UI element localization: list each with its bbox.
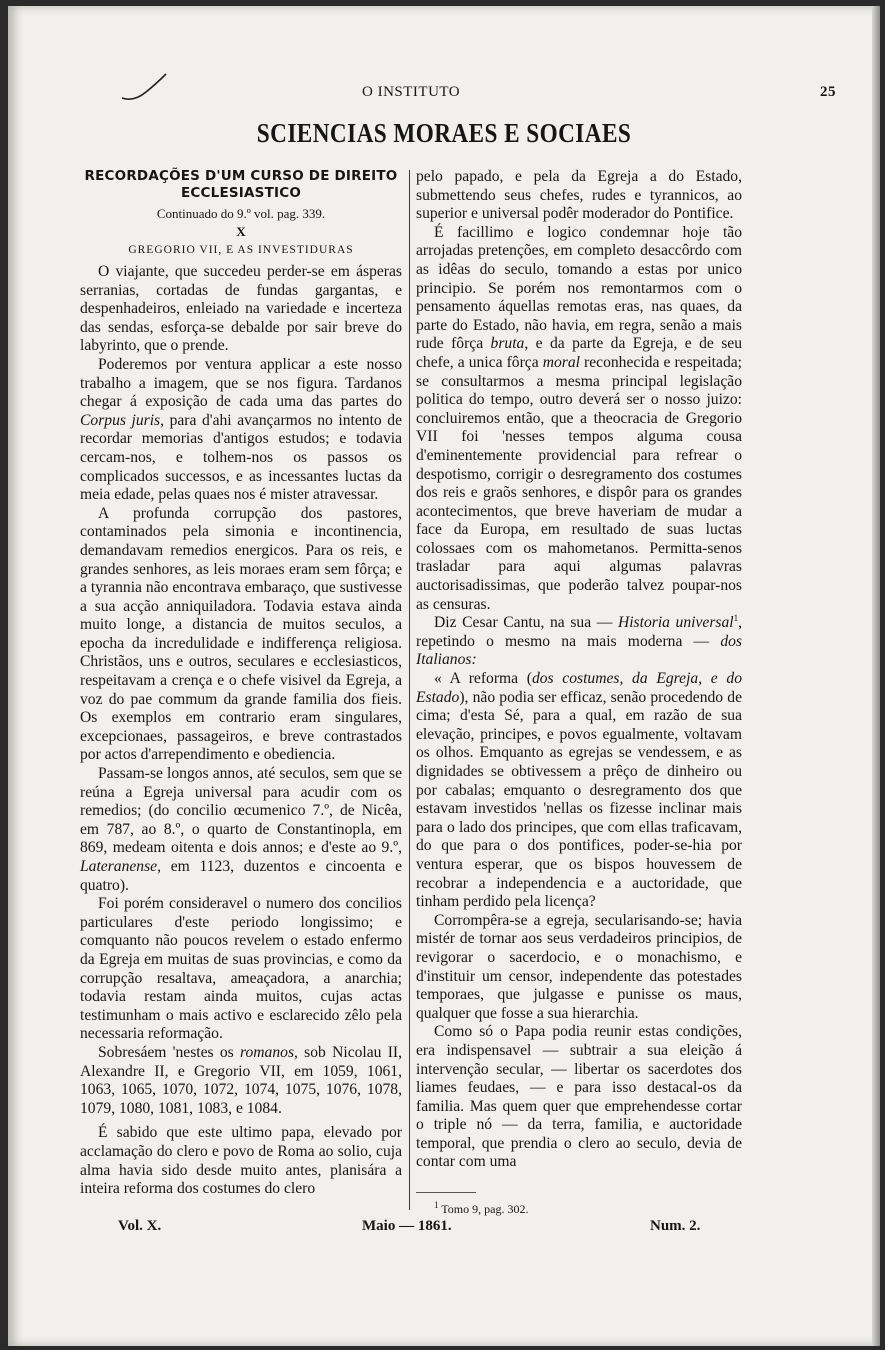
footnote-marker: 1: [434, 1200, 439, 1210]
page: [8, 6, 880, 1346]
footnote-separator: [416, 1192, 476, 1193]
journal-name: O INSTITUTO: [362, 84, 461, 100]
paragraph: Sobresáem 'nestes os romanos, sob Nicolau II, Alexandre II, e Gregorio VII, em 1059, 1061, 1063, 1065, 1070, 1072, 1074, 1075, 1076, 1078, 1079, 1080, 1081, 1083, e 1084.: [80, 1043, 403, 1117]
paragraph: O viajante, que succedeu perder-se em ásperas serranias, cortadas de fundas gargantas, e despenhadeiros, enleiado na variedade e incerteza das sendas, esforça-se debalde por sair breve do labyrinto, que o prende.: [80, 263, 402, 355]
paragraph: Corrompêra-se a egreja, secularisando-se; havia mistér de tornar aos seus verdadeiros principios, de revigorar o sacerdocio, e o monachismo, e d'instituir um censor, independente das potestades temporaes, que julgasse e punisse os maus, qualquer que fosse a sua hierarchia.: [416, 911, 742, 1022]
footnote: [434, 1202, 528, 1217]
paragraph: Poderemos por ventura applicar a este nosso trabalho a imagem, que se nos figura. Tardanos chegar á exposição de cada uma das partes do Corpus juris, para d'ahi avançarmos no intento de recordar memorias d'antigos estudos; e todavia cercam-nos, e tolhem-nos os passos os complicados successos, e as incessantes luctas da meia edade, pelas quaes nos é mister atravessar.: [80, 355, 402, 504]
running-head: [68, 84, 840, 104]
paragraph: A profunda corrupção dos pastores, contaminados pela simonia e incontinencia, demandavam remedios energicos. Para os reis, e grandes senhores, as leis moraes eram sem fôrça; e a tyrannia não encontrava embaraço, que sustivesse a sua acção anniquiladora. Todavia estava ainda muito longe, a distancia de muitos seculos, a epocha da incredulidade e indifferença religiosa. Christãos, uns e outros, seculares e ecclesiasticos, respeitavam a crença e o chefe visivel da Egreja, a voz do pae commum da grande familia dos fieis. Os exemplos em contrario eram singulares, excepcionaes, passageiros, e breve contrastados por actos d'arrependimento e obediencia.: [80, 504, 402, 764]
footnote-text: Tomo 9, pag. 302.: [441, 1202, 529, 1216]
page-footer: [118, 1218, 840, 1240]
article-title-line2: ECCLESIASTICO: [181, 185, 301, 201]
page-number: 25: [820, 84, 836, 100]
article-title-line1: RECORDAÇÕES D'UM CURSO DE DIREITO: [84, 168, 398, 184]
continuation-note: Continuado do 9.º vol. pag. 339.: [156, 206, 326, 221]
footer-number: Num. 2.: [650, 1218, 701, 1234]
paragraph: Foi porém consideravel o numero dos concilios particulares d'este periodo longissimo; e comquanto não poucos revelem o estado enfermo da Egreja em muitas de suas provincias, e como da corrupção resaltava, ameaçadora, a anarchia; todavia restam ainda muitos, cujas actas testimunham o mais activo e esclarecido zêlo pela necessaria reformação.: [80, 895, 402, 1043]
footer-date: Maio — 1861.: [362, 1218, 452, 1234]
paragraph: Como só o Papa podia reunir estas condições, era indispensavel — subtrair a sua eleição á intervenção secular, — libertar os sacerdotes dos liames feudaes, — e para isso destacal-os da familia. Mas quem quer que emprehendesse cortar o triple nó — da terra, familia, e auctoridade temporal, que prendia o clero ao seculo, devia de contar com uma: [416, 1023, 742, 1171]
article-title: [80, 168, 402, 202]
paragraph: pelo papado, e pela da Egreja a do Estado, submettendo seus chefes, rudes e tyrannicos, ao superior e universal podêr moderador do Pontifice.: [416, 168, 742, 223]
page-edge: [872, 6, 880, 1346]
chapter-title: GREGORIO VII, E AS INVESTIDURAS: [128, 244, 354, 256]
footer-volume: Vol. X.: [118, 1218, 162, 1234]
paragraph: Diz Cesar Cantu, na sua — Historia universal$^1$, repetindo o mesmo na mais moderna — dos Italianos:: [416, 613, 742, 669]
paragraph: É sabido que este ultimo papa, elevado por acclamação do clero e povo de Roma ao solio, cuja alma havia sido desde muito antes, planisára a inteira reforma dos costumes do clero: [80, 1124, 402, 1198]
section-title: SCIENCIAS MORAES E SOCIAES: [256, 118, 632, 148]
paragraph: Passam-se longos annos, até seculos, sem que se reúna a Egreja universal para acudir com os remedios; (do concilio œcumenico 7.º, de Nicêa, em 787, ao 8.º, o quarto de Constantinopla, em 869, medeam oitenta e dois annos; e d'este ao 9.º, Lateranense, em 1123, duzentos e cincoenta e quatro).: [80, 765, 402, 894]
paragraph: « A reforma (dos costumes, da Egreja, e do Estado), não podia ser efficaz, senão procedendo de cima; d'esta Sé, para a qual, em razão de sua elevação, principes, e povos egualmente, voltavam os olhos. Emquanto as egrejas se vendessem, e as dignidades se obtivessem a prêço de dinheiro ou por cabalas; emquanto o desregramento dos que estavam investidos 'nellas os fizesse inclinar mais para o lado dos principes, que com ellas traficavam, do que para o dos pontifices, poder-se-hia por ventura esperar, que os bispos houvessem de recobrar a independencia e a auctoridade, que tinham perdido pela licença?: [416, 670, 742, 911]
footnote-ref: 1: [733, 613, 739, 624]
left-column: [80, 168, 402, 1199]
column-rule: [409, 170, 410, 1210]
paragraph: É facillimo e logico condemnar hoje tão arrojadas pretenções, em completo desaccôrdo com as idêas do seculo, tomando a estas por unico principio. Se porém nos remontarmos com o pensamento áquellas remotas eras, nas quaes, da parte do Estado, não havia, em regra, senão a mais rude fôrça bruta, e da parte da Egreja, e de seu chefe, a unica fôrça moral reconhecida e respeitada; se consultarmos a mesma principal legislação politica do tempo, outro deverá ser o nosso juizo: concluiremos então, que a theocracia de Gregorio VII foi 'nesses tempos alguma cousa d'eminentemente providencial para refrear o despotismo, corrigir o desregramento dos costumes dos reis e graõs senhores, e dispôr para os grandes acontecimentos, que breve haveriam de mudar a face da Europa, em resultado de suas luctas colossaes com os mahometanos. Permitta-senos trasladar para aqui algumas palavras auctorisadissimas, que poderão talvez poupar-nos as censuras.: [416, 223, 743, 613]
chapter-number: X: [236, 224, 246, 239]
right-column: [416, 168, 742, 1172]
